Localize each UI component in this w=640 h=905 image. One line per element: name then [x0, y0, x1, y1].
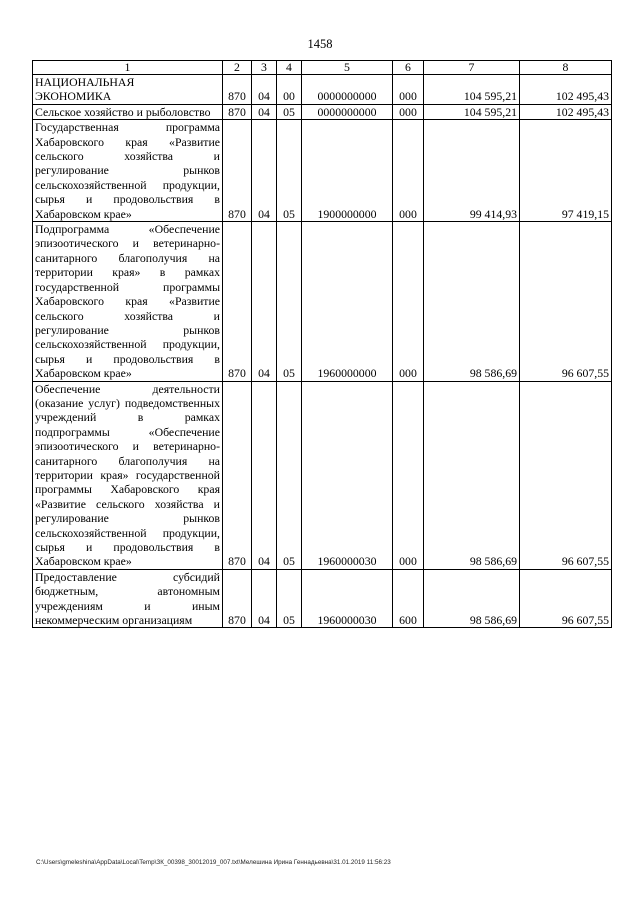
header-col-5: 5	[302, 61, 393, 75]
cell-grbs: 870	[223, 569, 252, 628]
cell-pr: 05	[277, 120, 302, 222]
cell-vr: 000	[393, 222, 424, 381]
row-name: Подпрограмма «Обеспечение эпизоотического и ветеринарно-санитарного благополучия на территории края» в рамках государственной программы Хабаровского края «Развитие сельского хозяйства и регулирование рынков сельскохозяйственной продукции, сырья и продовольствия в Хабаровском крае»	[33, 222, 223, 381]
cell-pr: 05	[277, 381, 302, 569]
row-name-text: НАЦИОНАЛЬНАЯ ЭКОНОМИКА	[35, 75, 135, 104]
header-row	[33, 61, 612, 75]
header-col-6: 6	[393, 61, 424, 75]
header-col-4: 4	[277, 61, 302, 75]
cell-csr: 1900000000	[302, 120, 393, 222]
cell-rz: 04	[252, 381, 277, 569]
cell-sum-1: 98 586,69	[424, 222, 520, 381]
cell-sum-2: 102 495,43	[520, 104, 612, 119]
row-name: Обеспечение деятельности (оказание услуг) подведомственных учреждений в рамках подпрограммы «Обеспечение эпизоотического и ветеринарно-санитарного благополучия на территории края» государственной программы Хабаровского края «Развитие сельского хозяйства и регулирование рынков сельскохозяйственной продукции, сырья и продовольствия в Хабаровском крае»	[33, 381, 223, 569]
table-row	[33, 222, 612, 381]
cell-grbs: 870	[223, 222, 252, 381]
cell-vr: 000	[393, 75, 424, 105]
cell-grbs: 870	[223, 120, 252, 222]
header-col-1: 1	[33, 61, 223, 75]
header-col-2: 2	[223, 61, 252, 75]
cell-csr: 0000000000	[302, 75, 393, 105]
cell-pr: 00	[277, 75, 302, 105]
cell-csr: 1960000030	[302, 569, 393, 628]
cell-sum-1: 104 595,21	[424, 104, 520, 119]
cell-rz: 04	[252, 120, 277, 222]
cell-rz: 04	[252, 104, 277, 119]
cell-pr: 05	[277, 569, 302, 628]
cell-sum-1: 104 595,21	[424, 75, 520, 105]
table-row	[33, 381, 612, 569]
cell-rz: 04	[252, 222, 277, 381]
cell-grbs: 870	[223, 104, 252, 119]
cell-csr: 1960000000	[302, 222, 393, 381]
table-row	[33, 75, 612, 105]
cell-vr: 600	[393, 569, 424, 628]
cell-grbs: 870	[223, 381, 252, 569]
page-number: 1458	[307, 37, 333, 51]
cell-sum-2: 96 607,55	[520, 222, 612, 381]
file-path-footer: C:\Users\gmeleshina\AppData\Local\Temp\ЗК_00398_30012019_007.txt\Мелешина Ирина Геннадьевна\31.01.2019 11:56:23	[36, 859, 391, 866]
table-row	[33, 104, 612, 119]
cell-sum-1: 98 586,69	[424, 381, 520, 569]
cell-sum-1: 98 586,69	[424, 569, 520, 628]
table-row	[33, 569, 612, 628]
header-col-8: 8	[520, 61, 612, 75]
cell-vr: 000	[393, 381, 424, 569]
budget-table	[32, 60, 612, 628]
cell-sum-2: 96 607,55	[520, 569, 612, 628]
table-row	[33, 120, 612, 222]
row-name: Предоставление субсидий бюджетным, автономным учреждениям и иным некоммерческим организациям	[33, 569, 223, 628]
cell-vr: 000	[393, 120, 424, 222]
cell-csr: 0000000000	[302, 104, 393, 119]
row-name: Сельское хозяйство и рыболовство	[33, 104, 223, 119]
cell-rz: 04	[252, 569, 277, 628]
cell-sum-2: 96 607,55	[520, 381, 612, 569]
cell-sum-2: 97 419,15	[520, 120, 612, 222]
cell-grbs: 870	[223, 75, 252, 105]
row-name: Государственная программа Хабаровского края «Развитие сельского хозяйства и регулирование рынков сельскохозяйственной продукции, сырья и продовольствия в Хабаровском крае»	[33, 120, 223, 222]
cell-rz: 04	[252, 75, 277, 105]
header-col-3: 3	[252, 61, 277, 75]
cell-csr: 1960000030	[302, 381, 393, 569]
header-col-7: 7	[424, 61, 520, 75]
cell-pr: 05	[277, 222, 302, 381]
cell-sum-1: 99 414,93	[424, 120, 520, 222]
cell-sum-2: 102 495,43	[520, 75, 612, 105]
cell-vr: 000	[393, 104, 424, 119]
row-name	[33, 75, 223, 105]
cell-pr: 05	[277, 104, 302, 119]
